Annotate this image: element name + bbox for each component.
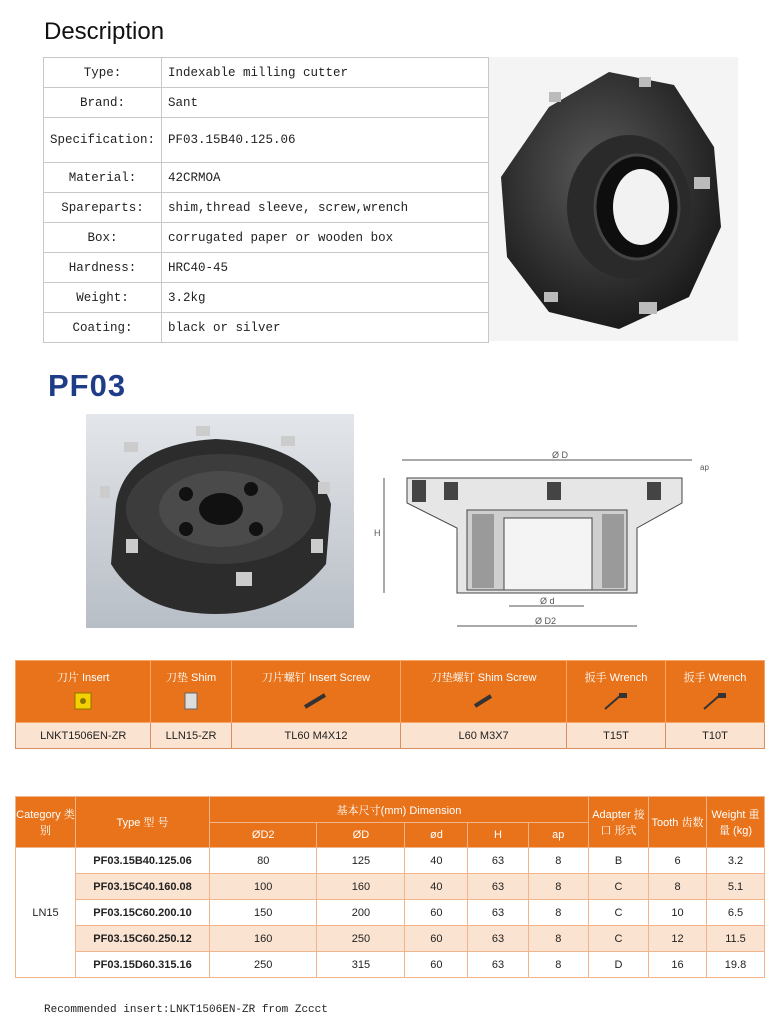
- value-cell: 250: [210, 952, 317, 978]
- value-cell: 60: [405, 952, 468, 978]
- header-adapter: Adapter 接口 形式: [589, 797, 649, 848]
- spec-value: shim,thread sleeve, screw,wrench: [162, 193, 489, 223]
- dimension-table: [15, 796, 765, 978]
- category-cell: LN15: [16, 848, 76, 978]
- spec-value: PF03.15B40.125.06: [162, 118, 489, 163]
- value-cell: 160: [317, 874, 405, 900]
- spec-value: 3.2kg: [162, 283, 489, 313]
- accessory-value: TL60 M4X12: [231, 723, 401, 749]
- value-cell: 8: [649, 874, 707, 900]
- table-row: [16, 848, 765, 874]
- accessory-header: 刀垫 Shim: [151, 661, 231, 723]
- label-dd: Ø d: [540, 596, 555, 606]
- value-cell: 12: [649, 926, 707, 952]
- value-cell: 125: [317, 848, 405, 874]
- spec-row: [44, 58, 489, 88]
- value-cell: 3.2: [707, 848, 765, 874]
- spec-value: 42CRMOA: [162, 163, 489, 193]
- type-cell: PF03.15B40.125.06: [76, 848, 210, 874]
- spec-row: [44, 223, 489, 253]
- type-cell: PF03.15C60.200.10: [76, 900, 210, 926]
- spec-row: [44, 88, 489, 118]
- value-cell: 8: [528, 900, 588, 926]
- sub-header: ød: [405, 823, 468, 848]
- value-cell: 80: [210, 848, 317, 874]
- spec-value: HRC40-45: [162, 253, 489, 283]
- insert-icon: [73, 691, 93, 711]
- accessory-header: 扳手 Wrench: [566, 661, 665, 723]
- sub-header: ap: [528, 823, 588, 848]
- wrench-icon: [700, 691, 730, 713]
- value-cell: 63: [468, 926, 528, 952]
- value-cell: 5.1: [707, 874, 765, 900]
- value-cell: 11.5: [707, 926, 765, 952]
- accessory-value: LLN15-ZR: [151, 723, 231, 749]
- accessory-header: 刀垫螺钉 Shim Screw: [401, 661, 567, 723]
- spec-key: Specification:: [44, 118, 162, 163]
- value-cell: 40: [405, 874, 468, 900]
- spec-row: [44, 193, 489, 223]
- spec-row: [44, 118, 489, 163]
- spec-value: Sant: [162, 88, 489, 118]
- pf03-cutter-photo: [86, 414, 354, 628]
- milling-cutter-photo: [489, 57, 738, 341]
- label-d2: Ø D2: [535, 616, 557, 626]
- value-cell: 63: [468, 952, 528, 978]
- spec-row: [44, 313, 489, 343]
- value-cell: 8: [528, 874, 588, 900]
- accessory-value: T15T: [566, 723, 665, 749]
- header-category: Category 类别: [16, 797, 76, 848]
- value-cell: B: [589, 848, 649, 874]
- spec-key: Box:: [44, 223, 162, 253]
- table-row: [16, 952, 765, 978]
- value-cell: 19.8: [707, 952, 765, 978]
- spec-value: black or silver: [162, 313, 489, 343]
- spec-table: [43, 57, 489, 343]
- value-cell: 200: [317, 900, 405, 926]
- spec-value: corrugated paper or wooden box: [162, 223, 489, 253]
- label-d: Ø D: [552, 450, 569, 460]
- label-ap: ap: [700, 463, 709, 472]
- value-cell: 315: [317, 952, 405, 978]
- accessory-header: 刀片螺钉 Insert Screw: [231, 661, 401, 723]
- value-cell: 63: [468, 900, 528, 926]
- spec-value: Indexable milling cutter: [162, 58, 489, 88]
- value-cell: 150: [210, 900, 317, 926]
- type-cell: PF03.15C60.250.12: [76, 926, 210, 952]
- label-h: H: [374, 528, 381, 538]
- header-weight: Weight 重量 (kg): [707, 797, 765, 848]
- value-cell: 63: [468, 848, 528, 874]
- sub-header: ØD2: [210, 823, 317, 848]
- type-cell: PF03.15C40.160.08: [76, 874, 210, 900]
- value-cell: C: [589, 926, 649, 952]
- spec-row: [44, 283, 489, 313]
- spec-key: Type:: [44, 58, 162, 88]
- spec-key: Material:: [44, 163, 162, 193]
- value-cell: 250: [317, 926, 405, 952]
- model-heading: PF03: [48, 368, 127, 403]
- header-type: Type 型 号: [76, 797, 210, 848]
- technical-drawing: [372, 448, 712, 632]
- header-dimension: 基本尺寸(mm) Dimension: [210, 797, 589, 823]
- accessory-header: 扳手 Wrench: [665, 661, 764, 723]
- value-cell: 160: [210, 926, 317, 952]
- value-cell: 100: [210, 874, 317, 900]
- accessory-table: [15, 660, 765, 749]
- sub-header: ØD: [317, 823, 405, 848]
- recommendation-note: Recommended insert:LNKT1506EN-ZR from Zccct: [44, 1004, 328, 1016]
- value-cell: C: [589, 874, 649, 900]
- value-cell: 6.5: [707, 900, 765, 926]
- table-row: [16, 874, 765, 900]
- type-cell: PF03.15D60.315.16: [76, 952, 210, 978]
- section-title: Description: [44, 18, 165, 45]
- spec-key: Coating:: [44, 313, 162, 343]
- value-cell: 60: [405, 926, 468, 952]
- accessory-value: T10T: [665, 723, 764, 749]
- value-cell: D: [589, 952, 649, 978]
- screw-icon: [301, 691, 331, 711]
- shim-icon: [181, 691, 201, 711]
- value-cell: 8: [528, 926, 588, 952]
- header-tooth: Tooth 齿数: [649, 797, 707, 848]
- spec-key: Weight:: [44, 283, 162, 313]
- table-row: [16, 900, 765, 926]
- spec-row: [44, 253, 489, 283]
- value-cell: 40: [405, 848, 468, 874]
- sub-header: H: [468, 823, 528, 848]
- spec-row: [44, 163, 489, 193]
- value-cell: 16: [649, 952, 707, 978]
- spec-key: Spareparts:: [44, 193, 162, 223]
- accessory-value: LNKT1506EN-ZR: [16, 723, 151, 749]
- screw-icon: [469, 691, 499, 711]
- value-cell: 60: [405, 900, 468, 926]
- value-cell: 8: [528, 848, 588, 874]
- accessory-value: L60 M3X7: [401, 723, 567, 749]
- value-cell: 10: [649, 900, 707, 926]
- value-cell: 63: [468, 874, 528, 900]
- value-cell: C: [589, 900, 649, 926]
- spec-key: Brand:: [44, 88, 162, 118]
- accessory-header: 刀片 Insert: [16, 661, 151, 723]
- table-row: [16, 926, 765, 952]
- value-cell: 6: [649, 848, 707, 874]
- value-cell: 8: [528, 952, 588, 978]
- wrench-icon: [601, 691, 631, 713]
- spec-key: Hardness:: [44, 253, 162, 283]
